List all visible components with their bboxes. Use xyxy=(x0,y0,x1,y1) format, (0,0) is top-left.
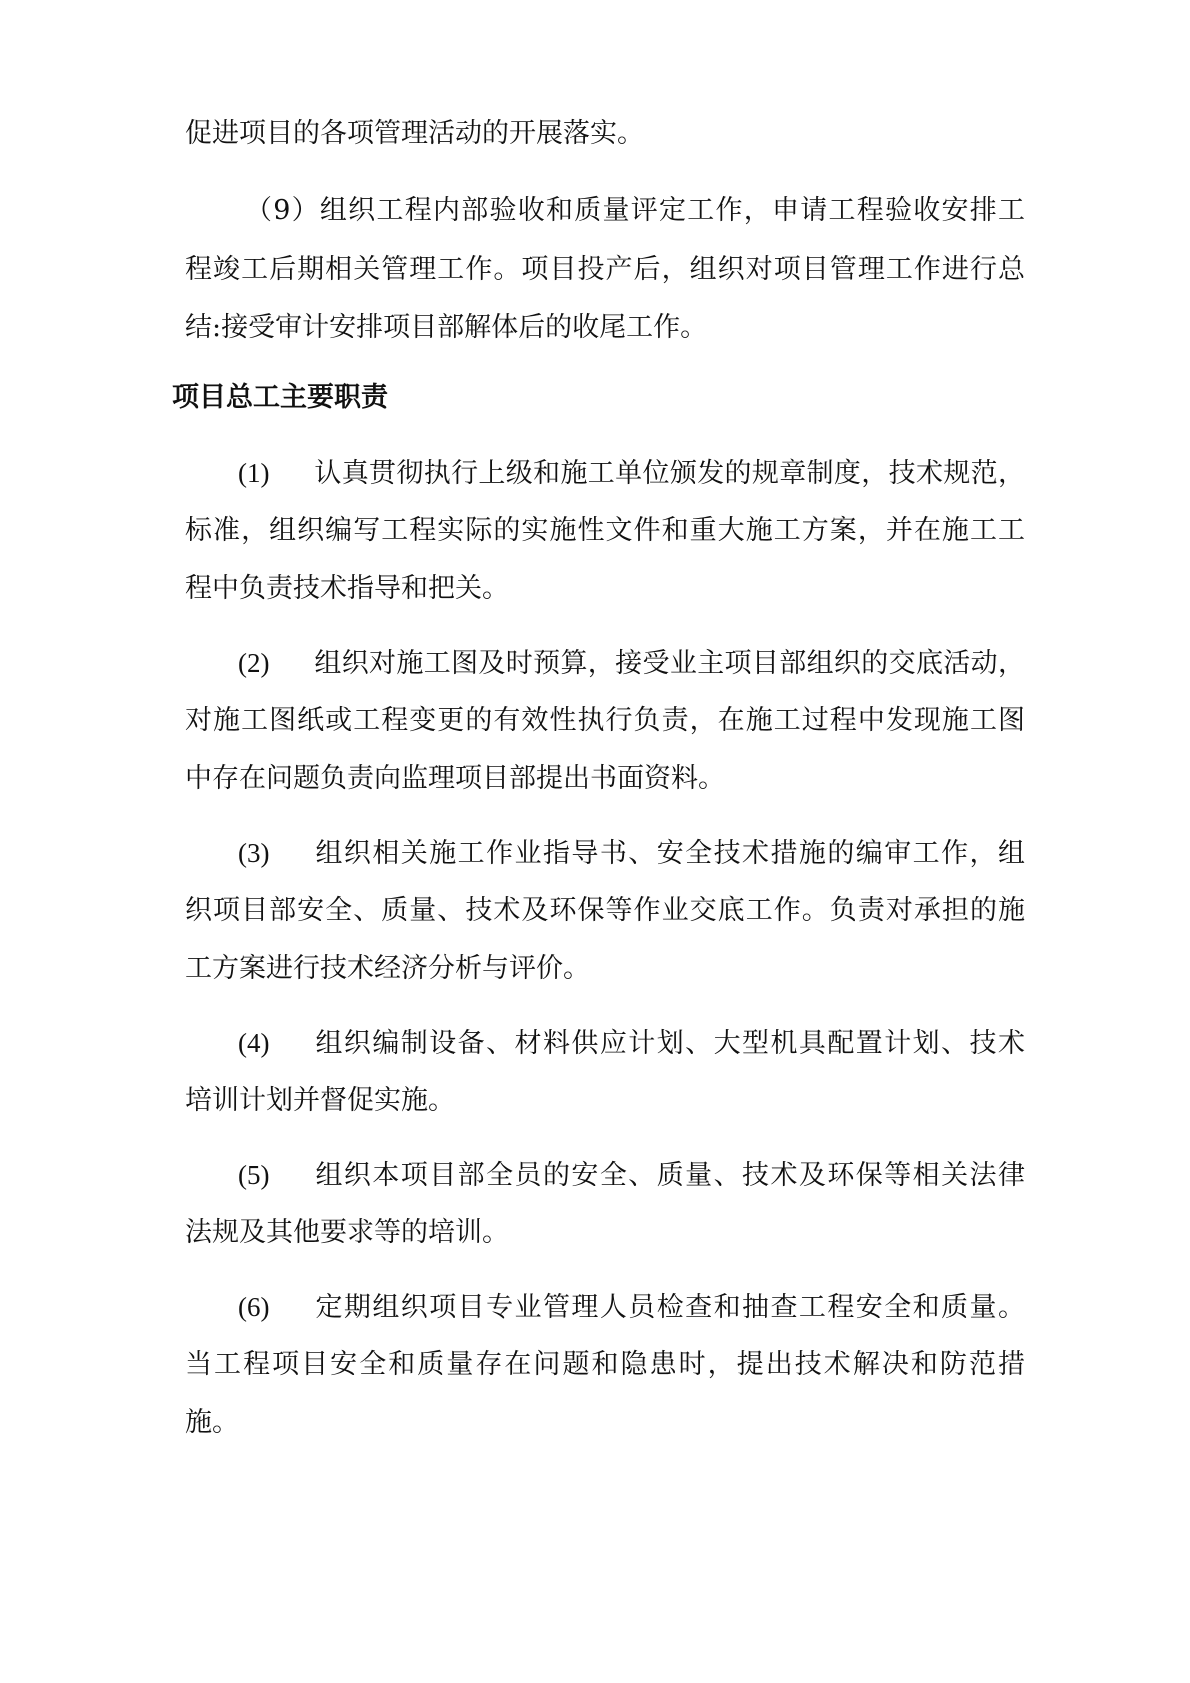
intro-line: 促进项目的各项管理活动的开展落实。 xyxy=(185,118,644,149)
item-9-line-2: 程竣工后期相关管理工作。项目投产后，组织对项目管理工作进行总 xyxy=(185,254,1025,285)
item-4-text: 组织编制设备、材料供应计划、大型机具配置计划、技术 xyxy=(314,1028,1025,1059)
item-5-text: 组织本项目部全员的安全、质量、技术及环保等相关法律 xyxy=(314,1160,1025,1191)
item-3-line-3: 工方案进行技术经济分析与评价。 xyxy=(185,953,590,984)
item-4-line-2: 培训计划并督促实施。 xyxy=(185,1085,455,1116)
item-5-number: (5) xyxy=(238,1160,270,1190)
item-6-line-3: 施。 xyxy=(185,1407,239,1438)
item-2-text: 组织对施工图及时预算，接受业主项目部组织的交底活动， xyxy=(314,648,1025,679)
item-6-line-1 xyxy=(238,1290,1025,1325)
item-2-line-3: 中存在问题负责向监理项目部提出书面资料。 xyxy=(185,763,725,794)
item-1-line-3: 程中负责技术指导和把关。 xyxy=(185,573,509,604)
item-1-line-2: 标准，组织编写工程实际的实施性文件和重大施工方案，并在施工工 xyxy=(185,515,1025,546)
item-1-line-1 xyxy=(238,456,1025,491)
item-5-line-2: 法规及其他要求等的培训。 xyxy=(185,1217,509,1248)
item-3-line-2: 织项目部安全、质量、技术及环保等作业交底工作。负责对承担的施 xyxy=(185,895,1025,926)
item-2-line-2: 对施工图纸或工程变更的有效性执行负责，在施工过程中发现施工图 xyxy=(185,705,1025,736)
item-6-number: (6) xyxy=(238,1292,270,1322)
item-5-line-1 xyxy=(238,1158,1025,1193)
item-2-line-1 xyxy=(238,646,1025,681)
section-heading: 项目总工主要职责 xyxy=(172,382,388,413)
item-4-line-1 xyxy=(238,1026,1025,1061)
item-1-text: 认真贯彻执行上级和施工单位颁发的规章制度，技术规范， xyxy=(314,458,1025,489)
item-4-number: (4) xyxy=(238,1028,270,1058)
item-3-line-1 xyxy=(238,836,1025,871)
item-3-number: (3) xyxy=(238,838,270,868)
item-6-line-2: 当工程项目安全和质量存在问题和隐患时，提出技术解决和防范措 xyxy=(185,1349,1025,1380)
item-9-line-3: 结:接受审计安排项目部解体后的收尾工作。 xyxy=(185,312,708,343)
item-1-number: (1) xyxy=(238,458,270,488)
item-6-text: 定期组织项目专业管理人员检查和抽查工程安全和质量。 xyxy=(314,1292,1025,1323)
item-3-text: 组织相关施工作业指导书、安全技术措施的编审工作，组 xyxy=(314,838,1025,869)
item-2-number: (2) xyxy=(238,648,270,678)
item-9-line-1: （9）组织工程内部验收和质量评定工作，申请工程验收安排工 xyxy=(245,195,1025,226)
